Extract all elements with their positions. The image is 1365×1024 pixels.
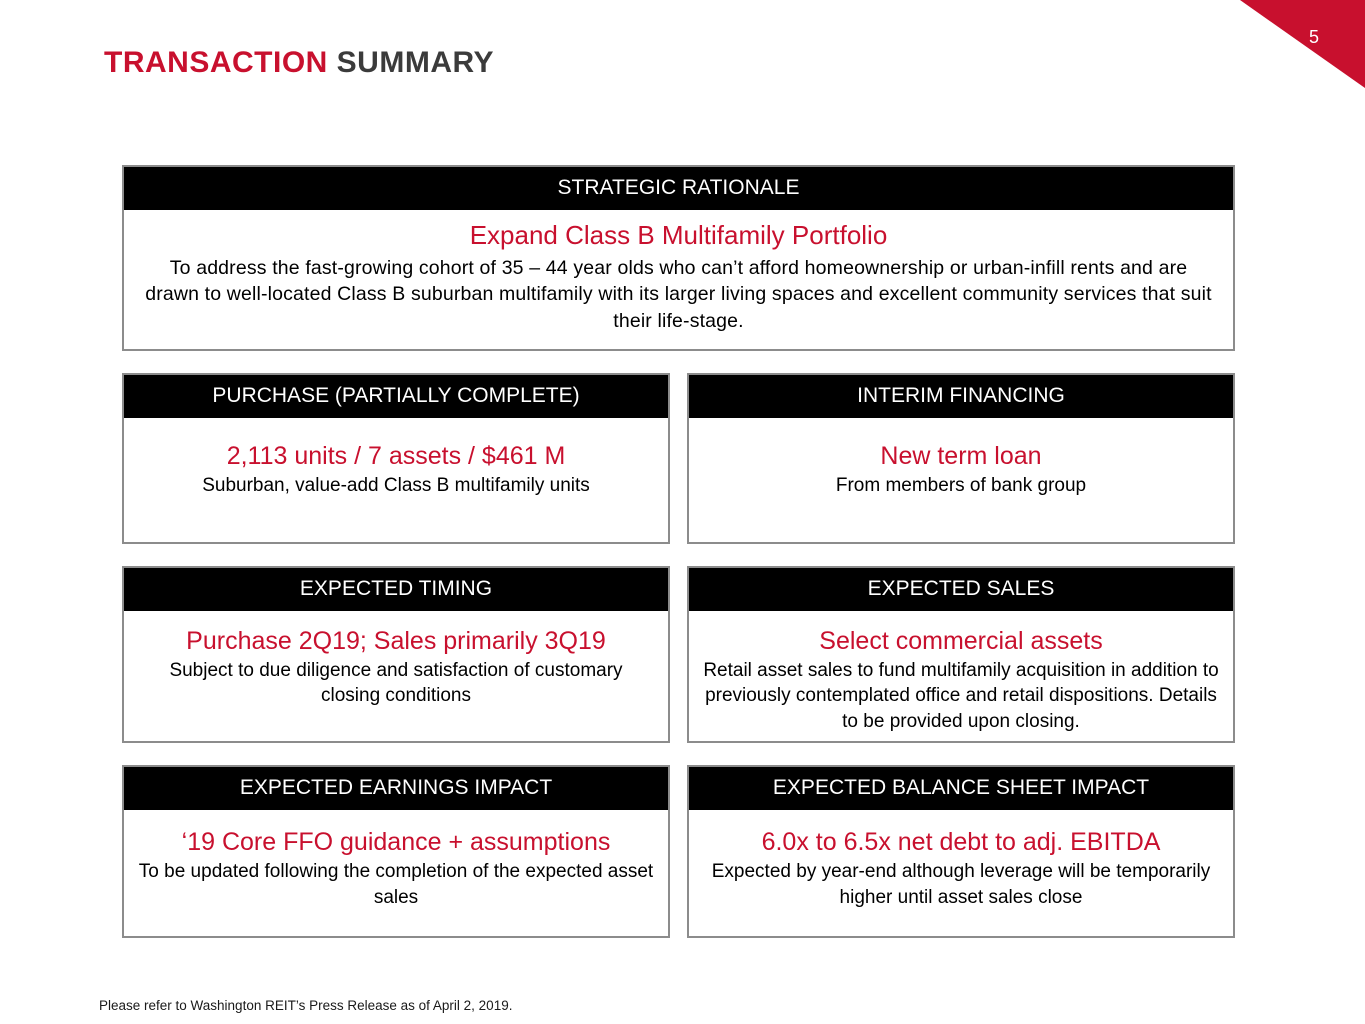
footnote: Please refer to Washington REIT’s Press Release as of April 2, 2019. [99,998,513,1013]
card-header-strategic-rationale: STRATEGIC RATIONALE [124,167,1233,210]
headline-expected-earnings-impact: ‘19 Core FFO guidance + assumptions [181,828,611,857]
card-header-expected-sales: EXPECTED SALES [689,568,1233,611]
card-body-expected-timing [124,611,668,741]
card-strategic-rationale [122,165,1235,351]
subtext-expected-sales: Retail asset sales to fund multifamily acquisition in addition to previously contemplated office and retail dispositions. Details to be provided upon closing. [703,660,1219,732]
headline-strategic-rationale: Expand Class B Multifamily Portfolio [469,220,888,251]
card-body-expected-sales [689,611,1233,741]
card-header-expected-earnings-impact: EXPECTED EARNINGS IMPACT [124,767,668,810]
card-expected-sales [687,566,1235,743]
card-expected-earnings-impact [122,765,670,938]
subtext-purchase: Suburban, value-add Class B multifamily units [202,474,590,496]
subtext-expected-balance-sheet-impact: Expected by year-end although leverage will be temporarily higher until asset sales close [711,861,1211,908]
headline-expected-balance-sheet-impact: 6.0x to 6.5x net debt to adj. EBITDA [761,828,1161,857]
card-header-expected-balance-sheet-impact: EXPECTED BALANCE SHEET IMPACT [689,767,1233,810]
corner-triangle-shape [1240,0,1365,88]
page-title-rest: SUMMARY [336,46,495,79]
headline-interim-financing: New term loan [880,441,1042,470]
subtext-expected-earnings-impact: To be updated following the completion of the expected asset sales [138,861,654,908]
card-expected-balance-sheet-impact [687,765,1235,938]
card-header-interim-financing: INTERIM FINANCING [689,375,1233,418]
card-interim-financing [687,373,1235,544]
card-body-expected-balance-sheet-impact [689,810,1233,936]
card-header-purchase: PURCHASE (PARTIALLY COMPLETE) [124,375,668,418]
card-body-expected-earnings-impact [124,810,668,936]
headline-expected-timing: Purchase 2Q19; Sales primarily 3Q19 [186,627,606,656]
headline-purchase: 2,113 units / 7 assets / $461 M [226,441,566,470]
page-number-flag [1240,0,1365,88]
card-body-interim-financing [689,418,1233,542]
subtext-interim-financing: From members of bank group [835,474,1087,496]
page-title [104,46,494,80]
page-title-strong: TRANSACTION [104,46,328,79]
headline-expected-sales: Select commercial assets [819,627,1103,656]
card-expected-timing [122,566,670,743]
content-board [122,165,1235,960]
card-purchase [122,373,670,544]
row-timing-sales [122,566,1235,743]
card-header-expected-timing: EXPECTED TIMING [124,568,668,611]
card-body-purchase [124,418,668,542]
page-number: 5 [1308,27,1319,47]
subtext-strategic-rationale: To address the fast-growing cohort of 35 – 44 year olds who can’t afford homeownership or urban-infill rents and are drawn to well-located Class B suburban multifamily with its larger living spaces and excellent community services that suit their life-stage. [145,256,1212,332]
subtext-expected-timing: Subject to due diligence and satisfaction of customary closing conditions [169,660,623,707]
row-purchase-financing [122,373,1235,544]
row-earnings-balance-sheet [122,765,1235,938]
card-body-strategic-rationale [124,210,1233,348]
